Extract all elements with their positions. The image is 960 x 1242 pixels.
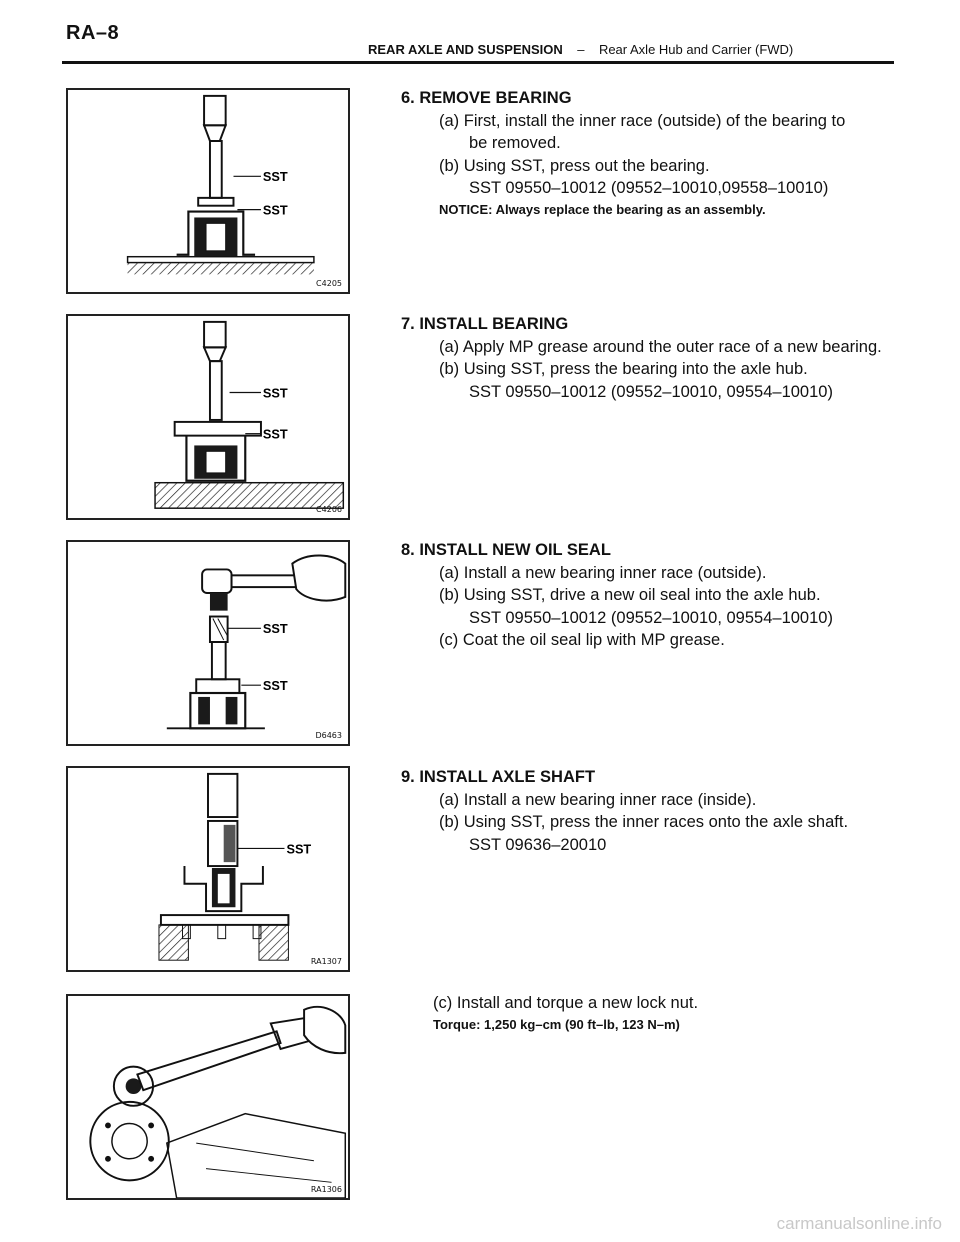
illustration-torque-wrench (68, 996, 348, 1198)
sst-part-numbers: SST 09550–10012 (09552–10010, 09554–10010) (469, 382, 833, 401)
watermark-text: carmanualsonline.info (776, 1214, 942, 1233)
illustration-press-out-bearing (68, 90, 348, 292)
figure-install-axle-shaft (66, 766, 350, 972)
figure-code: D6463 (315, 731, 342, 740)
sst-label: SST (262, 385, 288, 401)
torque-spec: Torque: 1,250 kg–cm (90 ft–lb, 123 N–m) (433, 1016, 680, 1032)
step-instruction: (b) Using SST, drive a new oil seal into the axle hub. (439, 586, 821, 604)
illustration-press-inner-races (68, 768, 348, 970)
step-instruction: (b) Using SST, press out the bearing. (439, 156, 710, 175)
header-separator: – (577, 42, 585, 57)
step-instruction: (a) Install a new bearing inner race (outside). (439, 563, 767, 582)
sst-label: SST (262, 202, 288, 218)
section-name: REAR AXLE AND SUSPENSION (368, 42, 563, 57)
sst-label: SST (262, 678, 288, 694)
page-header-title (368, 42, 793, 57)
step-heading: 7. INSTALL BEARING (401, 315, 569, 333)
header-rule (62, 61, 894, 64)
page-number: RA–8 (66, 22, 120, 44)
figure-code: C4206 (316, 505, 342, 514)
figure-code: RA1307 (310, 957, 342, 966)
step-install-oil-seal (401, 539, 833, 652)
step-heading: 9. INSTALL AXLE SHAFT (401, 768, 596, 786)
figure-install-oil-seal (66, 540, 350, 746)
step-heading: 8. INSTALL NEW OIL SEAL (401, 541, 611, 559)
sst-part-numbers: SST 09550–10012 (09552–10010,09558–10010) (469, 179, 829, 197)
sst-label: SST (262, 621, 288, 637)
sst-label: SST (262, 426, 288, 442)
illustration-press-in-bearing (68, 316, 348, 518)
step-torque-lock-nut (401, 992, 698, 1035)
step-instruction: (b) Using SST, press the inner races onto the axle shaft. (439, 813, 849, 831)
figure-code: RA1306 (310, 1185, 342, 1194)
figure-torque-lock-nut (66, 994, 350, 1200)
sst-part-numbers: SST 09636–20010 (469, 835, 607, 854)
figure-remove-bearing (66, 88, 350, 294)
sst-label: SST (286, 841, 312, 857)
figure-install-bearing (66, 314, 350, 520)
notice-text: NOTICE: Always replace the bearing as an assembly. (439, 201, 766, 217)
step-instruction: (a) Apply MP grease around the outer race of a new bearing. (439, 337, 882, 356)
sst-part-numbers: SST 09550–10012 (09552–10010, 09554–10010) (469, 608, 833, 627)
step-instruction: (c) Coat the oil seal lip with MP grease. (439, 631, 725, 649)
step-heading: 6. REMOVE BEARING (401, 89, 572, 107)
step-install-axle-shaft (401, 766, 848, 856)
step-instruction-continued: be removed. (469, 134, 561, 152)
sst-label: SST (262, 169, 288, 185)
step-instruction: (a) First, install the inner race (outside) of the bearing to (439, 111, 846, 130)
illustration-drive-oil-seal (68, 542, 348, 744)
step-instruction: (c) Install and torque a new lock nut. (433, 994, 699, 1012)
step-instruction: (a) Install a new bearing inner race (inside). (439, 790, 757, 809)
step-instruction: (b) Using SST, press the bearing into the axle hub. (439, 360, 808, 378)
step-install-bearing (401, 313, 882, 403)
step-remove-bearing (401, 87, 845, 220)
subsection-name: Rear Axle Hub and Carrier (FWD) (598, 42, 794, 57)
figure-code: C4205 (316, 279, 342, 288)
